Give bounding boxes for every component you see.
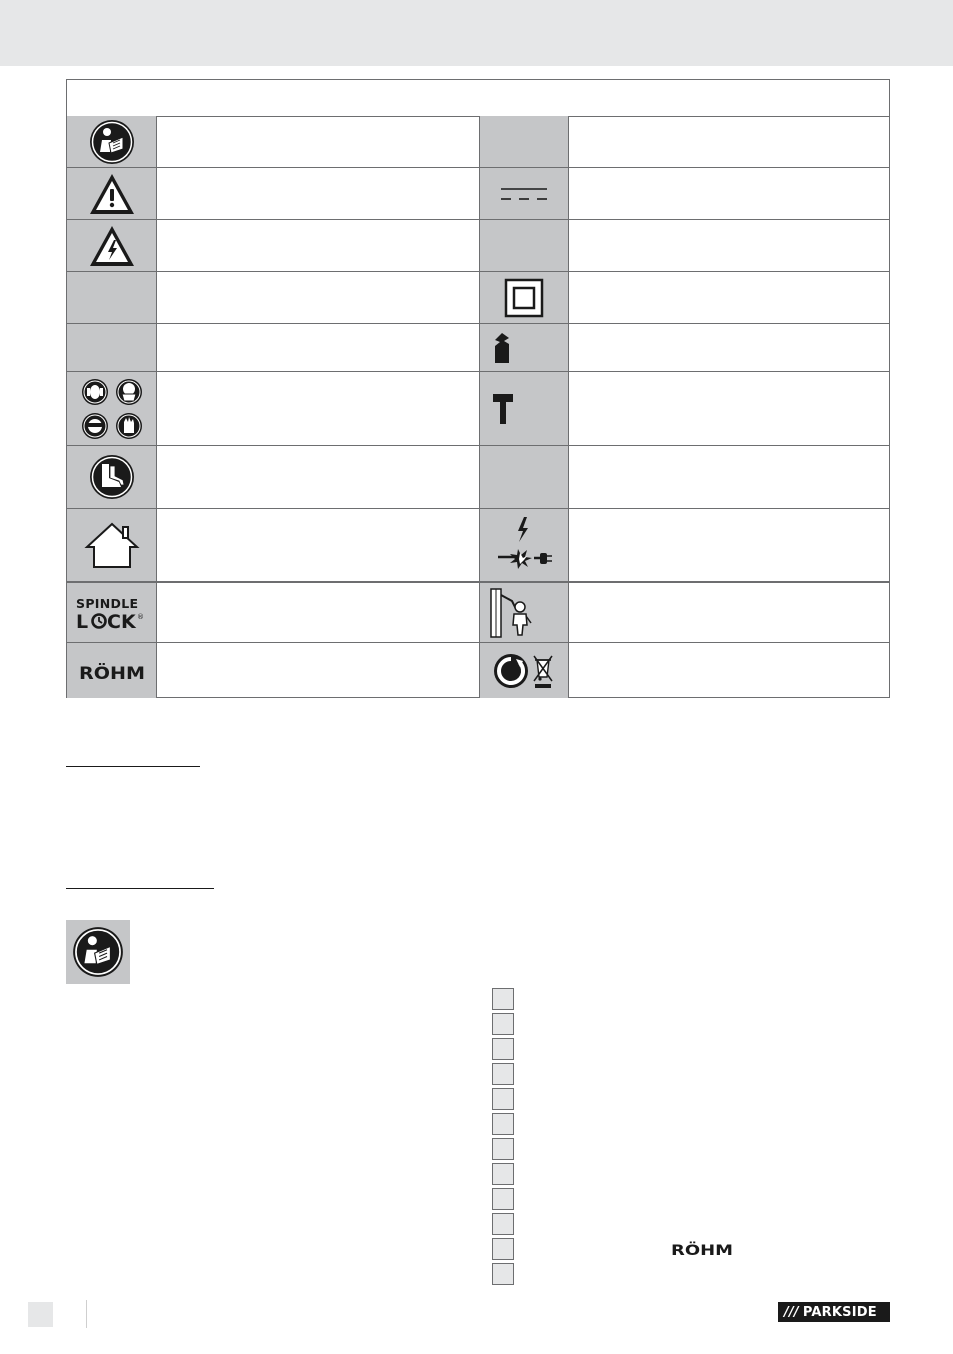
table-row bbox=[67, 446, 889, 509]
symbol-table bbox=[66, 79, 890, 698]
table-row bbox=[67, 583, 889, 643]
table-row bbox=[67, 643, 889, 698]
drill-mode-cell bbox=[479, 324, 569, 371]
brand-slashes: /// bbox=[784, 1304, 799, 1320]
part-number-box bbox=[492, 1138, 514, 1160]
part-number-box bbox=[492, 1113, 514, 1135]
cable-damage-cell bbox=[479, 509, 569, 581]
header-band bbox=[0, 0, 953, 66]
spindle-lock-line2b: CK bbox=[106, 610, 136, 633]
indoor-use-cell bbox=[67, 509, 157, 581]
warning-icon bbox=[88, 172, 136, 216]
spindle-lock-line1: SPINDLE bbox=[75, 595, 138, 611]
spindle-lock-logo bbox=[75, 593, 149, 633]
protection-class-cell bbox=[479, 272, 569, 323]
rohm-cell bbox=[67, 643, 157, 698]
indoor-use-icon bbox=[84, 521, 140, 569]
read-manual-icon bbox=[72, 926, 124, 978]
electric-shock-icon bbox=[88, 224, 136, 268]
weee-bin-icon bbox=[531, 652, 555, 690]
rohm-logo bbox=[670, 1240, 734, 1258]
part-number-box bbox=[492, 1038, 514, 1060]
empty-icon-cell bbox=[479, 446, 569, 508]
empty-icon-cell bbox=[479, 220, 569, 271]
child-hazard-cell bbox=[479, 583, 569, 642]
empty-icon-cell bbox=[67, 272, 157, 323]
spindle-lock-line2a: L bbox=[75, 610, 88, 633]
dc-current-cell bbox=[479, 168, 569, 219]
part-number-box bbox=[492, 988, 514, 1010]
table-row bbox=[67, 272, 889, 324]
table-row bbox=[67, 220, 889, 272]
child-hazard-icon bbox=[488, 587, 534, 639]
read-manual-box bbox=[66, 920, 130, 984]
drill-mode-icon bbox=[492, 332, 512, 364]
page-number-box bbox=[28, 1302, 53, 1327]
part-number-box bbox=[492, 1238, 514, 1260]
rohm-inline-text: RÖHM bbox=[671, 1243, 720, 1258]
part-number-box bbox=[492, 1263, 514, 1285]
hammer-mode-icon bbox=[492, 393, 514, 425]
symbol-table-header bbox=[67, 80, 889, 117]
empty-icon-cell bbox=[67, 324, 157, 371]
safety-boots-cell bbox=[67, 446, 157, 508]
green-dot-icon bbox=[493, 653, 529, 689]
safety-boots-icon bbox=[89, 454, 135, 500]
electric-shock-cell bbox=[67, 220, 157, 271]
cable-damage-icon bbox=[494, 515, 554, 575]
recycling-cell bbox=[479, 643, 569, 698]
table-row bbox=[67, 116, 889, 168]
brand-logo bbox=[778, 1302, 890, 1322]
table-row bbox=[67, 324, 889, 372]
table-row bbox=[67, 168, 889, 220]
section-heading-rule bbox=[66, 888, 214, 889]
part-number-box bbox=[492, 1163, 514, 1185]
part-number-box bbox=[492, 1088, 514, 1110]
ppe-icon bbox=[80, 377, 144, 441]
dc-current-icon bbox=[499, 184, 549, 204]
part-number-box bbox=[492, 1063, 514, 1085]
brand-name: PARKSIDE bbox=[802, 1304, 877, 1320]
read-manual-cell bbox=[67, 116, 157, 167]
rohm-logo bbox=[78, 659, 146, 683]
footer-divider bbox=[86, 1300, 87, 1328]
empty-icon-cell bbox=[479, 116, 569, 167]
part-number-box bbox=[492, 1213, 514, 1235]
read-manual-icon bbox=[89, 119, 135, 165]
spindle-lock-reg: ® bbox=[136, 612, 144, 621]
part-number-box bbox=[492, 1188, 514, 1210]
section-heading-rule bbox=[66, 766, 200, 767]
warning-cell bbox=[67, 168, 157, 219]
spindle-lock-cell bbox=[67, 583, 157, 642]
ppe-cell bbox=[67, 372, 157, 445]
table-row bbox=[67, 509, 889, 583]
part-number-box bbox=[492, 1013, 514, 1035]
rohm-logo-text: RÖHM bbox=[78, 663, 138, 683]
protection-class-ii-icon bbox=[504, 278, 544, 318]
hammer-mode-cell bbox=[479, 372, 569, 445]
table-row bbox=[67, 372, 889, 446]
